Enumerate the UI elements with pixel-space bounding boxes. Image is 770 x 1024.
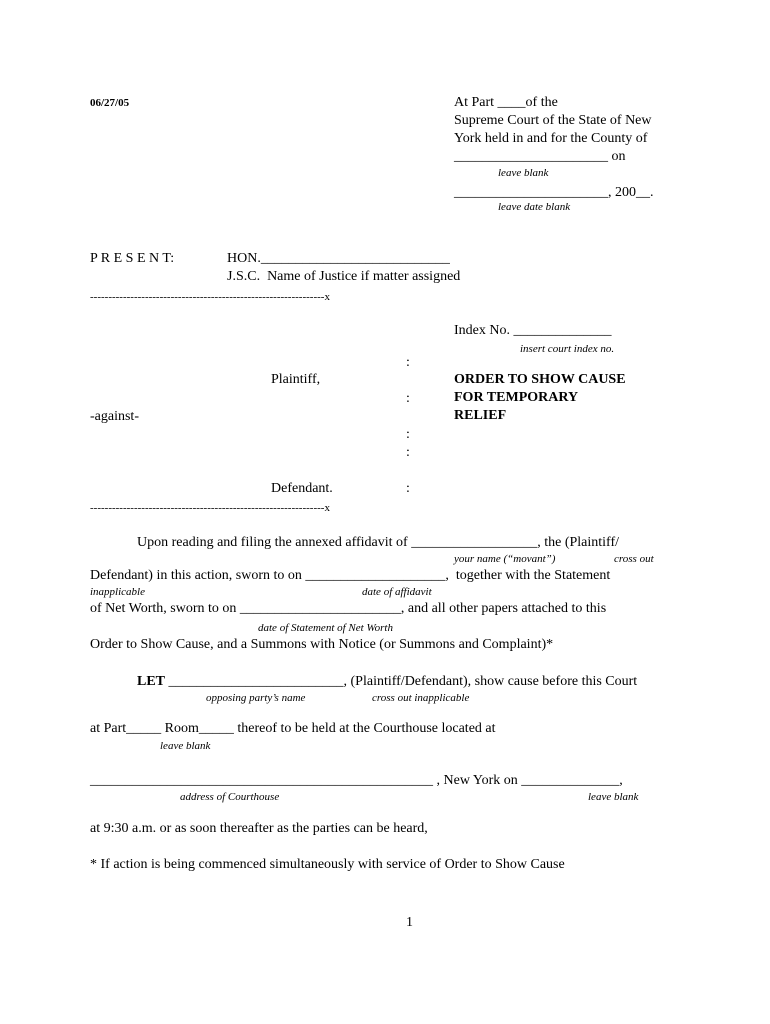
caption-colon: : [406,427,410,442]
hint-inapplicable: inapplicable [90,586,145,598]
hint-date-of-statement: date of Statement of Net Worth [258,622,393,634]
let-line-text: _________________________, (Plaintiff/Defendant), show cause before this Court [165,674,638,689]
hint-movant-name: your name (“movant”) [454,553,556,565]
hint-leave-blank-date: leave blank [588,791,639,803]
page-number: 1 [406,915,413,930]
caption-border-bottom: ----------------------------------------------------------------x [90,502,330,514]
let-line [137,674,637,690]
present-label: P R E S E N T: [90,251,175,266]
caption-colon: : [406,481,410,496]
paragraph-line-1: Upon reading and filing the annexed affidavit of __________________, the (Plaintiff/ [137,535,619,550]
header-hint-leave-date-blank: leave date blank [498,201,571,213]
header-line-1: At Part ____of the [454,95,558,110]
paragraph-line-4: Order to Show Cause, and a Summons with Notice (or Summons and Complaint)* [90,637,554,652]
caption-colon: : [406,391,410,406]
against-label: -against- [90,409,139,424]
paragraph-line-2: Defendant) in this action, sworn to on ____________________, together with the Statement [90,568,611,583]
date-code: 06/27/05 [90,97,130,109]
index-number-line: Index No. ______________ [454,323,612,338]
hint-leave-blank: leave blank [160,740,211,752]
address-line: _________________________________________________ , New York on ______________, [90,773,623,788]
time-line: at 9:30 a.m. or as soon thereafter as the parties can be heard, [90,821,428,836]
header-line-2: Supreme Court of the State of New [454,113,652,128]
hint-cross-out: cross out [614,553,654,565]
index-number-hint: insert court index no. [520,343,615,355]
header-hint-leave-blank: leave blank [498,167,549,179]
header-county-line: ______________________ on [454,149,626,164]
document-title-line-3: RELIEF [454,408,507,423]
plaintiff-label: Plaintiff, [271,372,321,387]
hint-cross-out-inapplicable: cross out inapplicable [372,692,470,704]
caption-border-top: ----------------------------------------------------------------x [90,291,330,303]
present-hon-line: HON.___________________________ [227,251,450,266]
header-date-line: ______________________, 200__. [454,185,654,200]
paragraph-line-3: of Net Worth, sworn to on _______________________, and all other papers attached to this [90,601,607,616]
hint-opposing-party: opposing party’s name [206,692,306,704]
part-room-line: at Part_____ Room_____ thereof to be held at the Courthouse located at [90,721,496,736]
present-jsc-line: J.S.C. Name of Justice if matter assigned [227,269,461,284]
defendant-label: Defendant. [271,481,333,496]
document-title-line-2: FOR TEMPORARY [454,390,579,405]
caption-colon: : [406,445,410,460]
footnote: * If action is being commenced simultaneously with service of Order to Show Cause [90,857,565,872]
let-label: LET [137,674,166,689]
hint-address-of-courthouse: address of Courthouse [180,791,280,803]
document-title-line-1: ORDER TO SHOW CAUSE [454,372,626,387]
caption-colon: : [406,355,410,370]
hint-date-of-affidavit: date of affidavit [362,586,432,598]
header-line-3: York held in and for the County of [454,131,648,146]
